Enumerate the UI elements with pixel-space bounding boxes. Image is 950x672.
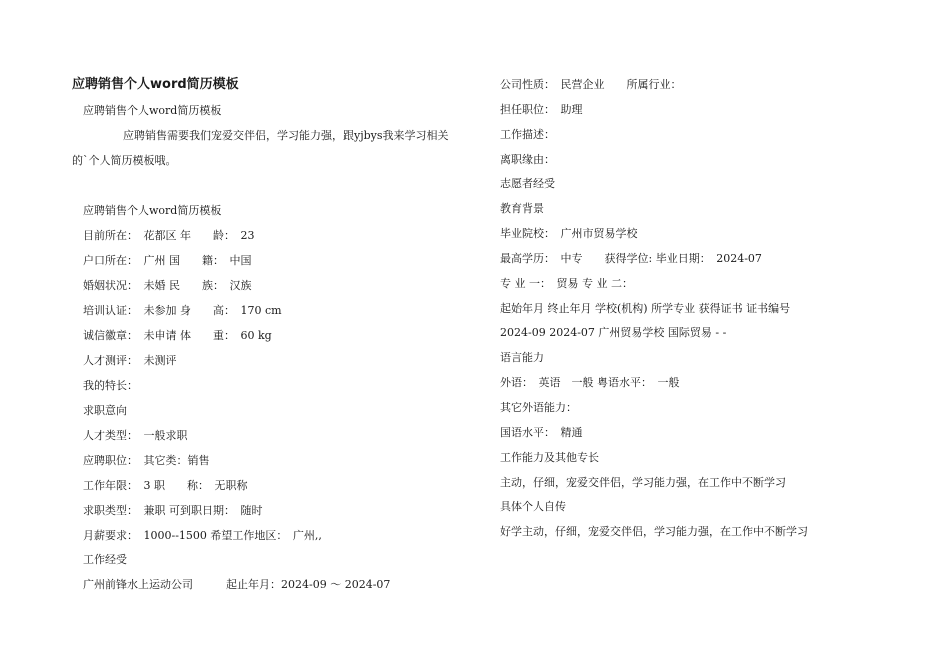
document-subtitle: 应聘销售个人word简历模板 (83, 104, 222, 117)
intro-line-2: 的`个人简历模板哦。 (72, 154, 177, 167)
info-line: 起始年月 终止年月 学校(机构) 所学专业 获得证书 证书编号 (500, 302, 791, 315)
info-line: 户口所在： 广州 国 籍： 中国 (83, 254, 252, 267)
section-heading: 求职意向 (83, 404, 127, 417)
info-line: 离职缘由： (500, 153, 555, 166)
section-heading: 志愿者经受 (500, 177, 555, 190)
info-line: 培训认证： 未参加 身 高： 170 cm (83, 304, 282, 317)
info-line: 目前所在： 花都区 年 龄： 23 (83, 229, 255, 242)
intro-line-1: 应聘销售需要我们宠爱交伴侣，学习能力强，跟yjbys我来学习相关 (123, 129, 449, 142)
info-line: 主动，仔细，宠爱交伴侣，学习能力强，在工作中不断学习 (500, 476, 786, 489)
info-line: 2024-09 2024-07 广州贸易学校 国际贸易 - - (500, 326, 727, 339)
info-line: 工作描述： (500, 128, 555, 141)
info-line: 应聘职位： 其它类：销售 (83, 454, 210, 467)
info-line: 月薪要求： 1000--1500 希望工作地区： 广州,, (83, 529, 322, 542)
section-heading: 教育背景 (500, 202, 544, 215)
info-line: 公司性质： 民营企业 所属行业： (500, 78, 682, 91)
info-line: 婚姻状况： 未婚 民 族： 汉族 (83, 279, 252, 292)
info-line: 人才类型： 一般求职 (83, 429, 188, 442)
info-line: 工作年限： 3 职 称： 无职称 (83, 479, 248, 492)
info-line: 诚信徽章： 未申请 体 重： 60 kg (83, 329, 272, 342)
info-line: 求职类型： 兼职 可到职日期： 随时 (83, 504, 263, 517)
info-line: 外语： 英语 一般 粤语水平： 一般 (500, 376, 680, 389)
info-line: 广州前锋水上运动公司 起止年月：2024-09 ～ 2024-07 (83, 578, 391, 591)
info-line: 好学主动，仔细，宠爱交伴侣，学习能力强，在工作中不断学习 (500, 525, 808, 538)
info-line: 我的特长： (83, 379, 138, 392)
section-heading: 工作经受 (83, 553, 127, 566)
section-heading: 语言能力 (500, 351, 544, 364)
info-line: 人才测评： 未测评 (83, 354, 177, 367)
info-line: 国语水平： 精通 (500, 426, 583, 439)
info-line: 毕业院校： 广州市贸易学校 (500, 227, 638, 240)
info-line: 专 业 一： 贸易 专 业 二： (500, 277, 633, 290)
section-heading: 具体个人自传 (500, 500, 566, 513)
info-line: 其它外语能力： (500, 401, 577, 414)
info-line: 担任职位： 助理 (500, 103, 583, 116)
document-title: 应聘销售个人word简历模板 (72, 77, 239, 92)
section-title: 应聘销售个人word简历模板 (83, 204, 222, 217)
info-line: 最高学历： 中专 获得学位: 毕业日期： 2024-07 (500, 252, 762, 265)
section-heading: 工作能力及其他专长 (500, 451, 599, 464)
